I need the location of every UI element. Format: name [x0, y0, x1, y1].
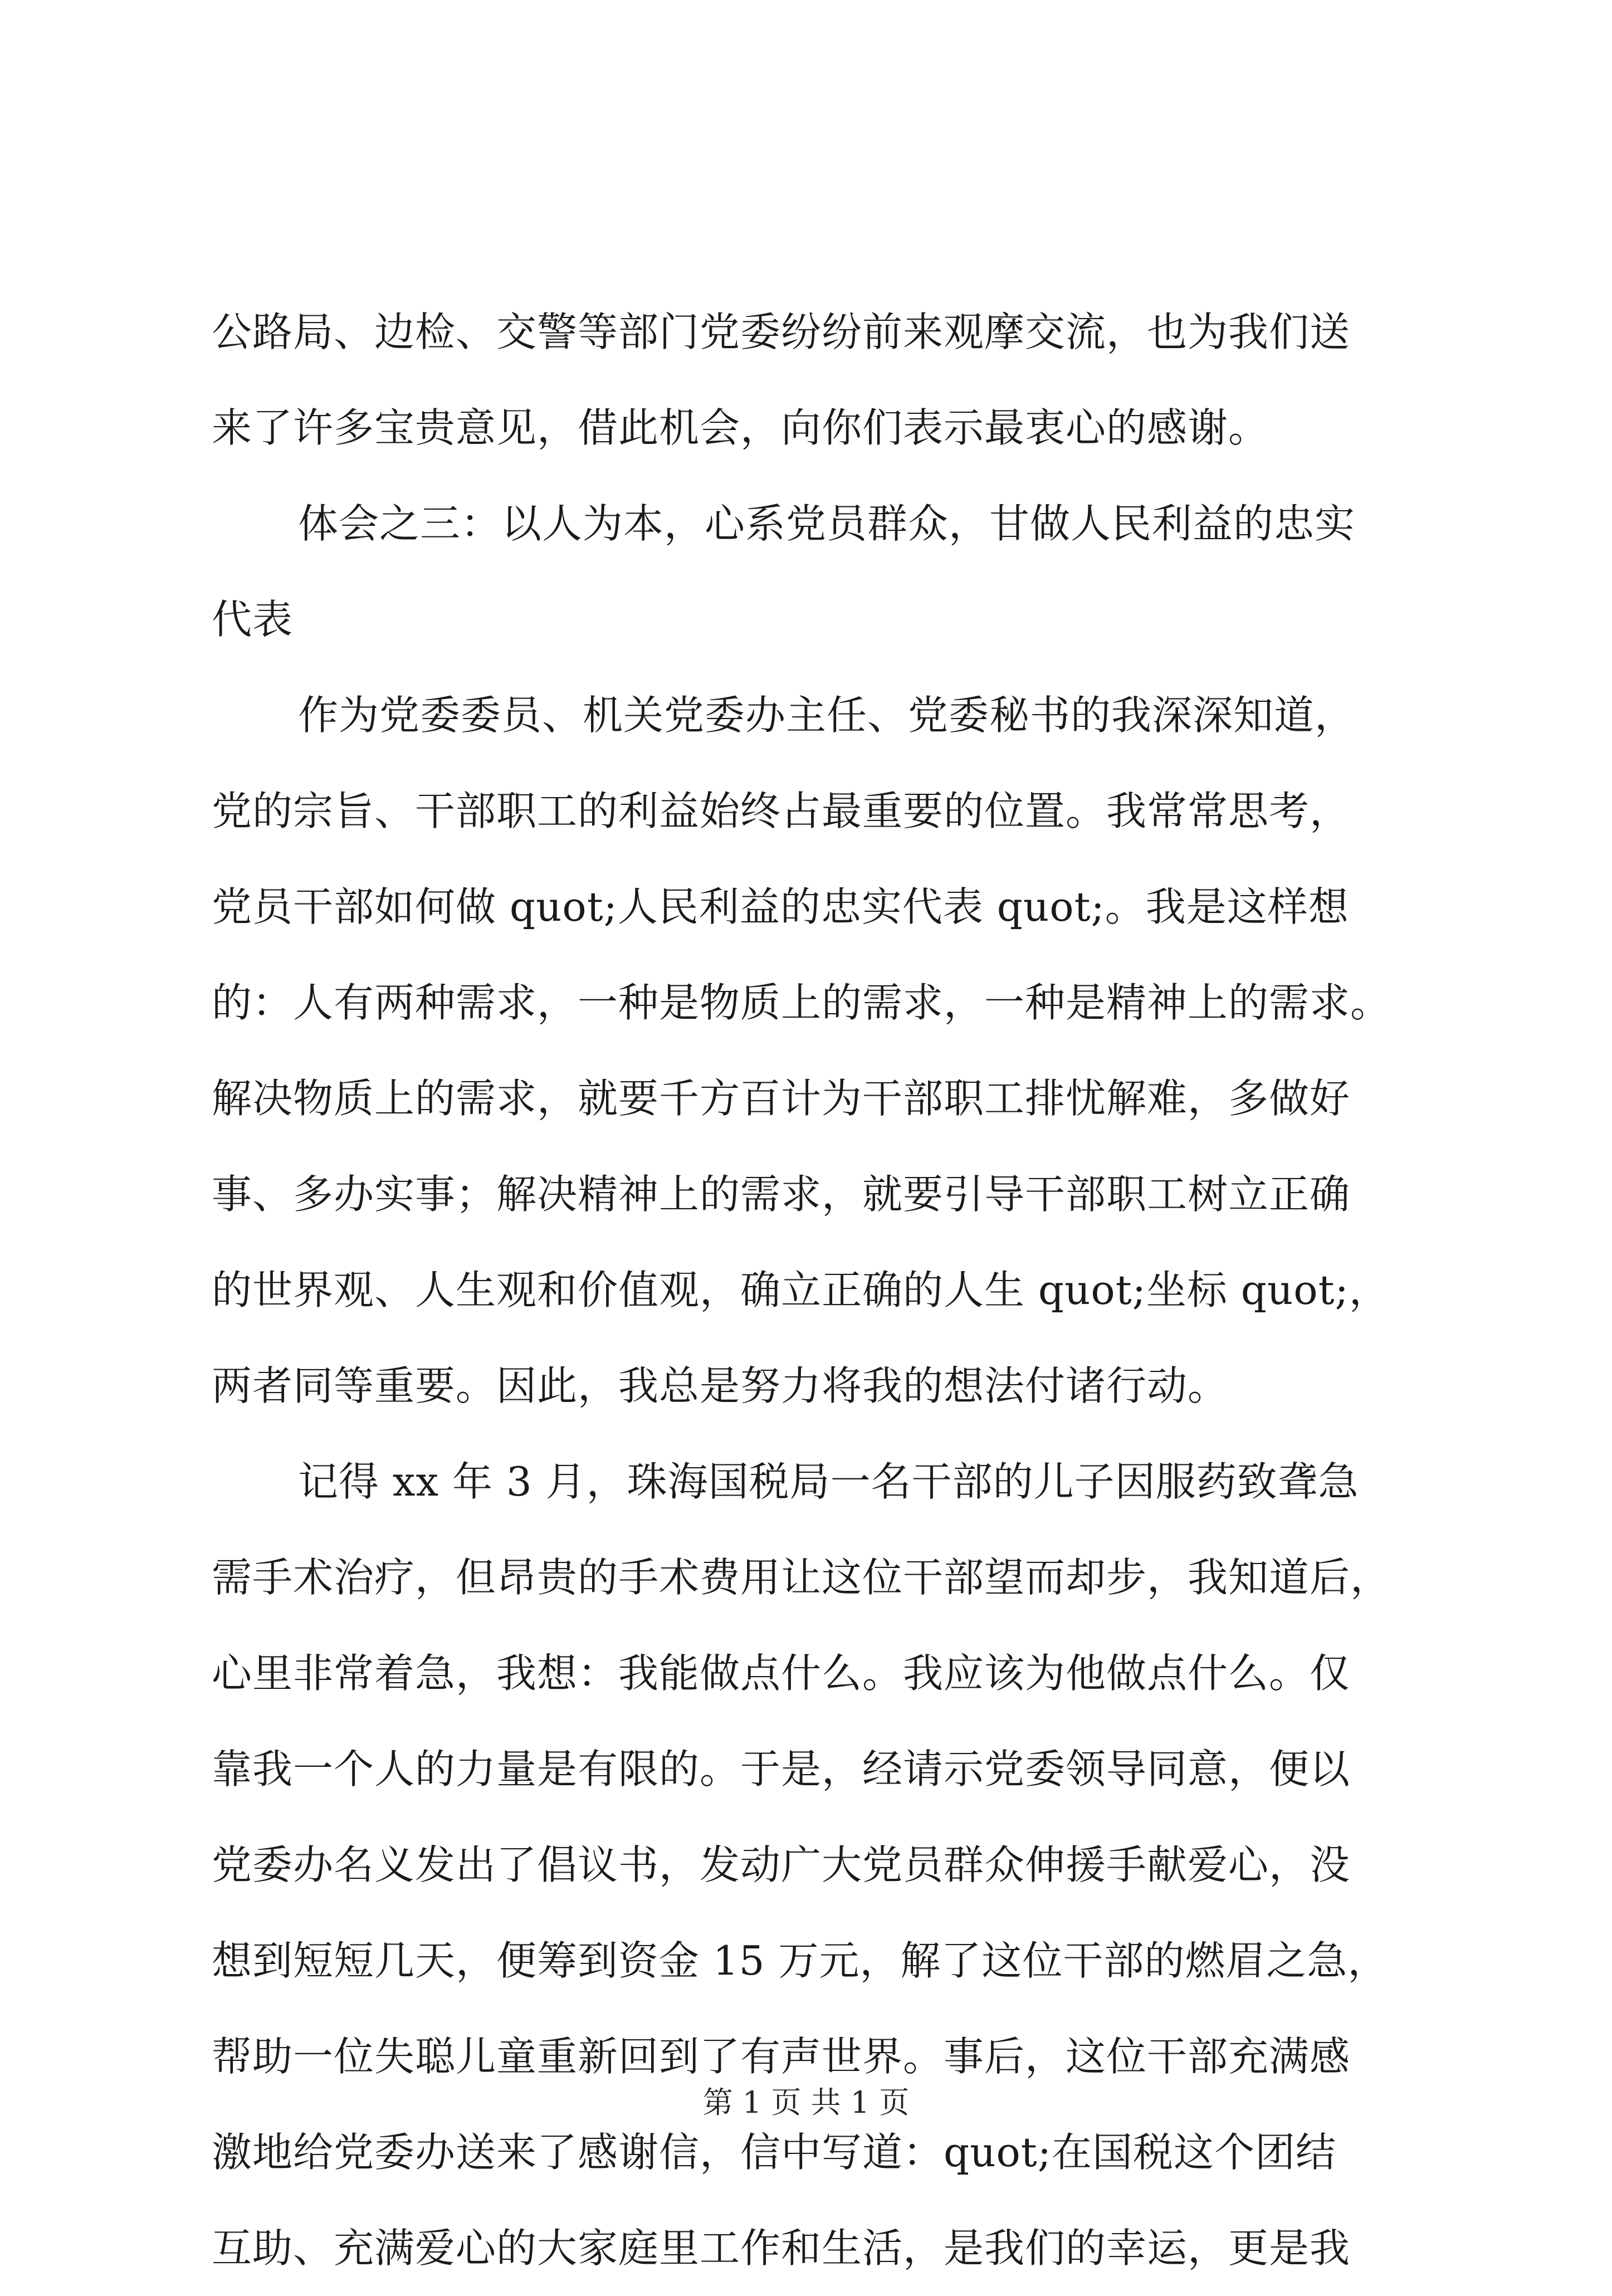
body-text [212, 284, 1409, 2296]
text-line: 党委办名义发出了倡议书，发动广大党员群众伸援手献爱心，没 [212, 1841, 1351, 1888]
text-line: 需手术治疗，但昂贵的手术费用让这位干部望而却步，我知道后， [212, 1554, 1391, 1601]
text-line: 来了许多宝贵意见，借此机会，向你们表示最衷心的感谢。 [212, 404, 1269, 451]
text-line: 激地给党委办送来了感谢信，信中写道：quot;在国税这个团结 [212, 2129, 1337, 2176]
text-line: 代表 [212, 596, 294, 643]
text-line: 记得 xx 年 3 月，珠海国税局一名干部的儿子因服药致聋急 [298, 1458, 1359, 1505]
text-line: 靠我一个人的力量是有限的。于是，经请示党委领导同意，便以 [212, 1746, 1351, 1792]
page-footer: 第 1 页 共 1 页 [702, 2085, 910, 2120]
text-line: 公路局、边检、交警等部门党委纷纷前来观摩交流，也为我们送 [212, 309, 1351, 355]
text-line: 互助、充满爱心的大家庭里工作和生活，是我们的幸运，更是我 [212, 2225, 1351, 2271]
text-line: 作为党委委员、机关党委办主任、党委秘书的我深深知道， [298, 692, 1356, 739]
text-line: 体会之三：以人为本，心系党员群众，甘做人民利益的忠实 [298, 500, 1356, 547]
text-line: 两者同等重要。因此，我总是努力将我的想法付诸行动。 [212, 1362, 1229, 1409]
text-line: 党员干部如何做 quot;人民利益的忠实代表 quot;。我是这样想 [212, 883, 1349, 930]
text-line: 心里非常着急，我想：我能做点什么。我应该为他做点什么。仅 [212, 1650, 1351, 1697]
text-line: 党的宗旨、干部职工的利益始终占最重要的位置。我常常思考， [212, 788, 1351, 834]
text-line: 解决物质上的需求，就要千方百计为干部职工排忧解难，多做好 [212, 1075, 1351, 1122]
text-line: 帮助一位失聪儿童重新回到了有声世界。事后，这位干部充满感 [212, 2033, 1351, 2080]
text-line: 想到短短几天，便筹到资金 15 万元，解了这位干部的燃眉之急， [212, 1937, 1389, 1984]
text-line: 的世界观、人生观和价值观，确立正确的人生 quot;坐标 quot;， [212, 1267, 1390, 1313]
text-line: 事、多办实事；解决精神上的需求，就要引导干部职工树立正确 [212, 1171, 1351, 1218]
text-line: 的：人有两种需求，一种是物质上的需求，一种是精神上的需求。 [212, 979, 1391, 1026]
